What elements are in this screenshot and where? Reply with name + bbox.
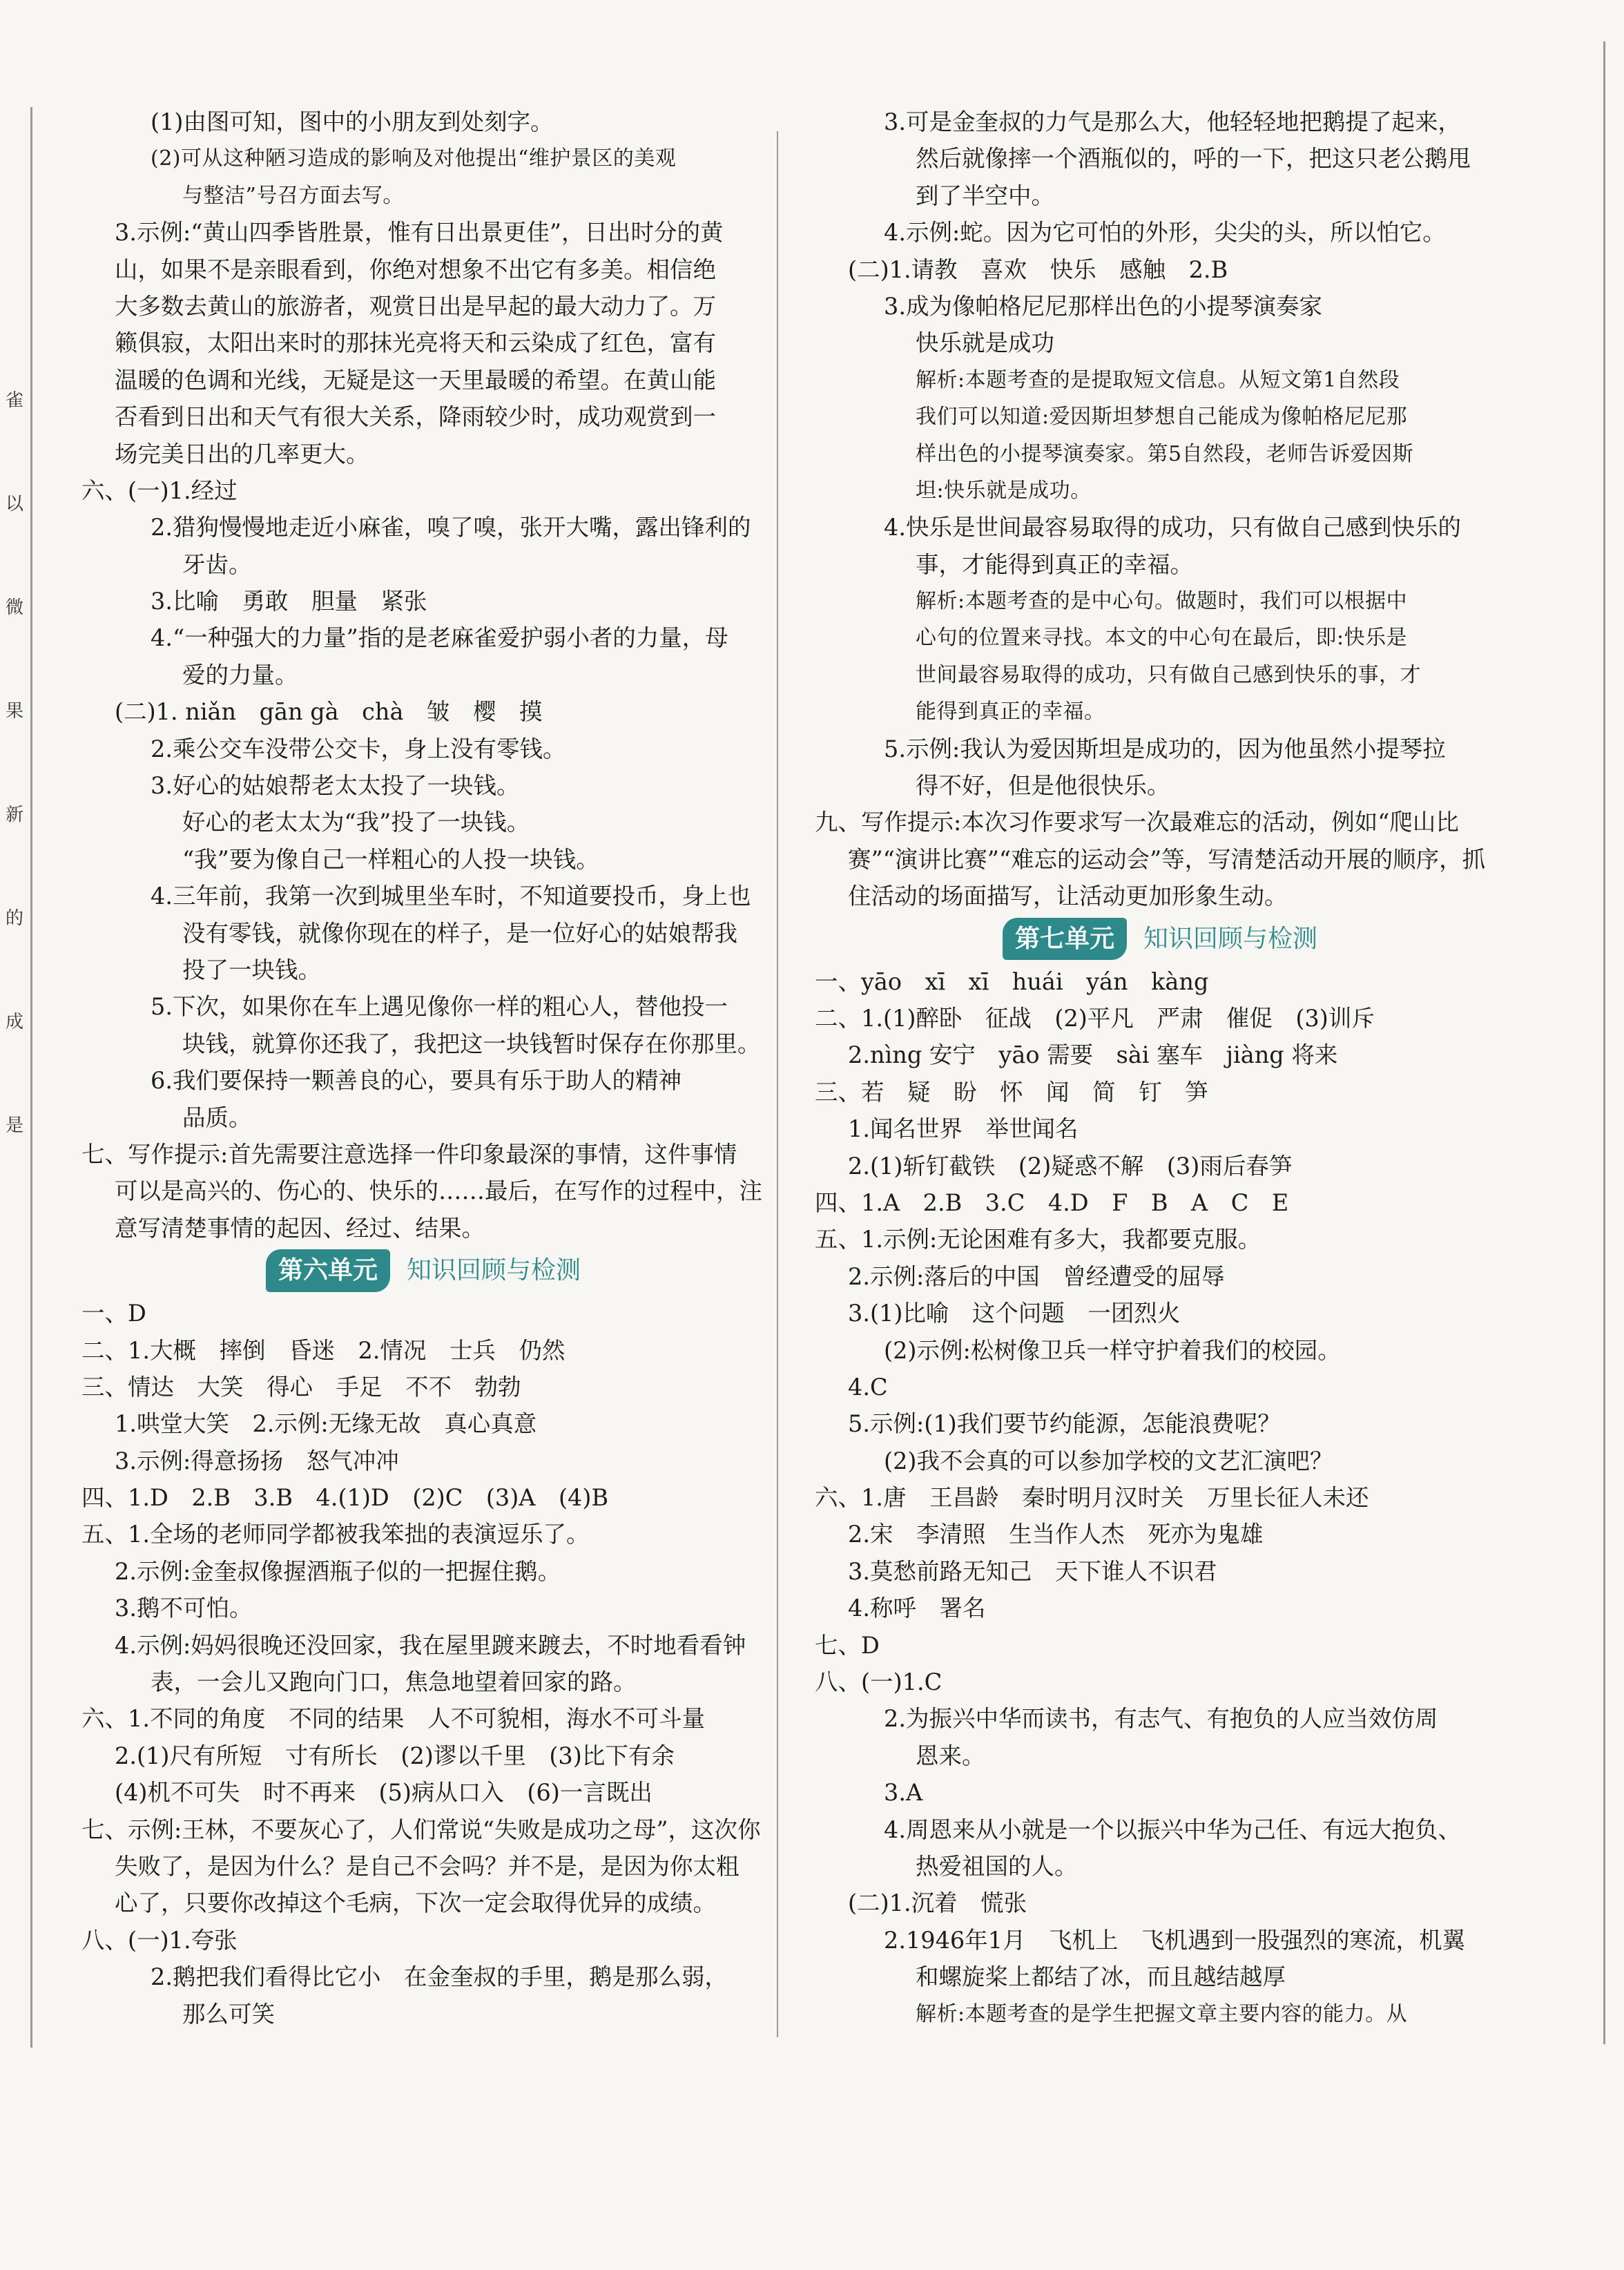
answer-line: 投了一块钱。 bbox=[182, 956, 321, 983]
answer-line: 牙齿。 bbox=[182, 550, 252, 578]
answer-line: 四、1.A 2.B 3.C 4.D F B A C E bbox=[815, 1189, 1289, 1216]
answer-line: 2.1946年1月 飞机上 飞机遇到一股强烈的寒流，机翼 bbox=[884, 1926, 1466, 1954]
answer-line: (二)1.请教 喜欢 快乐 感触 2.B bbox=[848, 256, 1228, 283]
answer-line: 3.莫愁前路无知己 天下谁人不识君 bbox=[848, 1557, 1217, 1585]
answer-line: 2.(1)尺有所短 寸有所长 (2)谬以千里 (3)比下有余 bbox=[115, 1742, 675, 1769]
answer-line: 3.比喻 勇敢 胆量 紧张 bbox=[151, 588, 427, 615]
answer-line: 得不好，但是他很快乐。 bbox=[916, 772, 1170, 800]
answer-line: 快乐就是成功 bbox=[916, 329, 1054, 357]
unit-badge: 第六单元 bbox=[266, 1249, 390, 1291]
answer-line: 4.示例:妈妈很晚还没回家，我在屋里踱来踱去，不时地看看钟 bbox=[115, 1631, 746, 1659]
answer-line: 4.快乐是世间最容易取得的成功，只有做自己感到快乐的 bbox=[884, 514, 1461, 541]
answer-line: 四、1.D 2.B 3.B 4.(1)D (2)C (3)A (4)B bbox=[81, 1484, 609, 1512]
answer-line: 否看到日出和天气有很大关系，降雨较少时，成功观赏到一 bbox=[115, 403, 716, 431]
answer-column-left bbox=[81, 104, 765, 2032]
answer-line: 5.示例:(1)我们要节约能源，怎能浪费呢？ bbox=[848, 1410, 1281, 1438]
answer-line: 赛”“演讲比赛”“难忘的运动会”等，写清楚活动开展的顺序，抓 bbox=[848, 845, 1486, 873]
answer-line: 和螺旋桨上都结了冰，而且越结越厚 bbox=[916, 1963, 1286, 1991]
answer-line: 3.示例:“黄山四季皆胜景，惟有日出景更佳”，日出时分的黄 bbox=[115, 219, 724, 247]
answer-line: “我”要为像自己一样粗心的人投一块钱。 bbox=[182, 845, 599, 873]
answer-line: 5.下次，如果你在车上遇见像你一样的粗心人，替他投一 bbox=[151, 993, 728, 1021]
answer-line: 5.示例:我认为爱因斯坦是成功的，因为他虽然小提琴拉 bbox=[884, 735, 1446, 762]
answer-line: 表，一会儿又跑向门口，焦急地望着回家的路。 bbox=[151, 1668, 637, 1696]
answer-line: 2.示例:金奎叔像握酒瓶子似的一把握住鹅。 bbox=[115, 1557, 561, 1585]
answer-line: 3.(1)比喻 这个问题 一团烈火 bbox=[848, 1300, 1181, 1327]
answer-line: 到了半空中。 bbox=[916, 182, 1054, 209]
answer-line: 九、写作提示:本次习作要求写一次最难忘的活动，例如“爬山比 bbox=[815, 809, 1459, 836]
answer-line: 一、D bbox=[81, 1300, 146, 1327]
answer-line: (2)示例:松树像卫兵一样守护着我们的校园。 bbox=[884, 1336, 1341, 1364]
answer-line: 恩来。 bbox=[916, 1742, 985, 1769]
answer-line: 3.示例:得意扬扬 怒气冲冲 bbox=[115, 1447, 399, 1474]
explanation-line: (2)可从这种陋习造成的影响及对他提出“维护景区的美观 bbox=[151, 146, 677, 171]
explanation-line: 与整洁”号召方面去写。 bbox=[182, 183, 404, 208]
answer-line: 2.nìng 安宁 yāo 需要 sài 塞车 jiàng 将来 bbox=[848, 1041, 1338, 1069]
answer-line: 可以是高兴的、伤心的、快乐的……最后，在写作的过程中，注 bbox=[115, 1177, 762, 1205]
answer-line: 住活动的场面描写，让活动更加形象生动。 bbox=[848, 883, 1288, 910]
answer-line: 2.乘公交车没带公交卡，身上没有零钱。 bbox=[151, 735, 566, 762]
answer-line: 心了，只要你改掉这个毛病，下次一定会取得优异的成绩。 bbox=[115, 1889, 716, 1917]
answer-line: (1)由图可知，图中的小朋友到处刻字。 bbox=[151, 108, 554, 135]
right-margin-rule bbox=[1603, 41, 1605, 2044]
answer-line: 2.鹅把我们看得比它小 在金奎叔的手里，鹅是那么弱， bbox=[151, 1963, 728, 1991]
answer-line: 那么可笑 bbox=[182, 2000, 275, 2028]
answer-line: 六、1.唐 王昌龄 秦时明月汉时关 万里长征人未还 bbox=[815, 1484, 1369, 1512]
binding-margin-fragments: 雀 以 微 果 新 的 成 是 bbox=[6, 390, 24, 1136]
answer-line: 八、(一)1.夸张 bbox=[81, 1926, 238, 1954]
answer-line: 3.成为像帕格尼尼那样出色的小提琴演奏家 bbox=[884, 292, 1322, 320]
explanation-line: 解析:本题考查的是学生把握文章主要内容的能力。从 bbox=[916, 2001, 1408, 2026]
explanation-line: 我们可以知道:爱因斯坦梦想自己能成为像帕格尼尼那 bbox=[916, 405, 1408, 430]
answer-line: 意写清楚事情的起因、经过、结果。 bbox=[115, 1214, 485, 1242]
answer-line: 1.哄堂大笑 2.示例:无缘无故 真心真意 bbox=[115, 1410, 537, 1438]
answer-line: 2.示例:落后的中国 曾经遭受的屈辱 bbox=[848, 1262, 1225, 1290]
unit-title: 知识回顾与检测 bbox=[407, 1256, 581, 1285]
answer-line: 山，如果不是亲眼看到，你绝对想象不出它有多美。相信绝 bbox=[115, 256, 716, 283]
answer-line: 失败了，是因为什么？是自己不会吗？并不是，是因为你太粗 bbox=[115, 1852, 740, 1880]
column-divider bbox=[777, 131, 778, 2037]
answer-line: 4.三年前，我第一次到城里坐车时，不知道要投币，身上也 bbox=[151, 883, 751, 910]
answer-column-right bbox=[815, 104, 1505, 2032]
unit-badge: 第七单元 bbox=[1003, 918, 1127, 960]
answer-line: 没有零钱，就像你现在的样子，是一位好心的姑娘帮我 bbox=[182, 919, 737, 947]
answer-line: 七、示例:王林，不要灰心了，人们常说“失败是成功之母”，这次你 bbox=[81, 1816, 761, 1843]
answer-line: 4.周恩来从小就是一个以振兴中华为己任、有远大抱负、 bbox=[884, 1816, 1461, 1843]
explanation-line: 心句的位置来寻找。本文的中心句在最后，即:快乐是 bbox=[916, 626, 1408, 651]
unit-title: 知识回顾与检测 bbox=[1143, 924, 1318, 953]
answer-line: 2.(1)斩钉截铁 (2)疑惑不解 (3)雨后春笋 bbox=[848, 1152, 1293, 1180]
answer-line: 五、1.全场的老师同学都被我笨拙的表演逗乐了。 bbox=[81, 1521, 590, 1548]
answer-line: 4.示例:蛇。因为它可怕的外形，尖尖的头，所以怕它。 bbox=[884, 219, 1446, 247]
explanation-line: 能得到真正的幸福。 bbox=[916, 700, 1105, 724]
answer-line: 1.闻名世界 举世闻名 bbox=[848, 1115, 1079, 1143]
explanation-line: 坦:快乐就是成功。 bbox=[916, 478, 1092, 503]
answer-line: 3.鹅不可怕。 bbox=[115, 1595, 253, 1622]
answer-line: 4.C bbox=[848, 1373, 888, 1401]
unit-heading bbox=[815, 915, 1505, 963]
answer-line: 温暖的色调和光线，无疑是这一天里最暖的希望。在黄山能 bbox=[115, 366, 716, 394]
answer-line: 2.为振兴中华而读书，有志气、有抱负的人应当效仿周 bbox=[884, 1705, 1438, 1733]
answer-line: (二)1. niǎn gān gà chà 皱 樱 摸 bbox=[115, 698, 543, 726]
answer-line: 3.好心的姑娘帮老太太投了一块钱。 bbox=[151, 772, 520, 800]
answer-line: 二、1.(1)醉卧 征战 (2)平凡 严肃 催促 (3)训斥 bbox=[815, 1004, 1375, 1032]
answer-line: 品质。 bbox=[182, 1104, 252, 1131]
answer-line: 六、(一)1.经过 bbox=[81, 477, 238, 504]
answer-line: 爱的力量。 bbox=[182, 661, 298, 689]
answer-line: 七、写作提示:首先需要注意选择一件印象最深的事情，这件事情 bbox=[81, 1140, 737, 1168]
unit-heading bbox=[81, 1247, 765, 1295]
answer-line: 3.A bbox=[884, 1779, 923, 1807]
answer-line: 然后就像摔一个酒瓶似的，呼的一下，把这只老公鹅甩 bbox=[916, 145, 1471, 173]
answer-line: 2.宋 李清照 生当作人杰 死亦为鬼雄 bbox=[848, 1521, 1264, 1548]
answer-line: 八、(一)1.C bbox=[815, 1668, 942, 1696]
answer-line: 块钱，就算你还我了，我把这一块钱暂时保存在你那里。 bbox=[182, 1030, 761, 1057]
answer-line: 2.猎狗慢慢地走近小麻雀，嗅了嗅，张开大嘴，露出锋利的 bbox=[151, 514, 751, 541]
answer-line: 三、情达 大笑 得心 手足 不不 勃勃 bbox=[81, 1373, 521, 1401]
answer-line: 二、1.大概 摔倒 昏迷 2.情况 士兵 仍然 bbox=[81, 1336, 566, 1364]
answer-line: 五、1.示例:无论困难有多大，我都要克服。 bbox=[815, 1226, 1262, 1253]
answer-line: 好心的老太太为“我”投了一块钱。 bbox=[182, 809, 530, 836]
answer-line: (2)我不会真的可以参加学校的文艺汇演吧？ bbox=[884, 1447, 1333, 1474]
answer-line: 4.“一种强大的力量”指的是老麻雀爱护弱小者的力量，母 bbox=[151, 624, 728, 652]
answer-line: 4.称呼 署名 bbox=[848, 1595, 986, 1622]
answer-line: 籁俱寂，太阳出来时的那抹光亮将天和云染成了红色，富有 bbox=[115, 329, 716, 357]
explanation-line: 解析:本题考查的是中心句。做题时，我们可以根据中 bbox=[916, 589, 1408, 614]
answer-line: 6.我们要保持一颗善良的心，要具有乐于助人的精神 bbox=[151, 1067, 682, 1095]
answer-line: 3.可是金奎叔的力气是那么大，他轻轻地把鹅提了起来， bbox=[884, 108, 1461, 135]
answer-line: 事，才能得到真正的幸福。 bbox=[916, 550, 1193, 578]
answer-line: 六、1.不同的角度 不同的结果 人不可貌相，海水不可斗量 bbox=[81, 1705, 705, 1733]
answer-line: (4)机不可失 时不再来 (5)病从口入 (6)一言既出 bbox=[115, 1779, 652, 1807]
answer-line: 热爱祖国的人。 bbox=[916, 1852, 1078, 1880]
answer-line: 三、若 疑 盼 怀 闻 简 钉 笋 bbox=[815, 1078, 1208, 1106]
explanation-line: 样出色的小提琴演奏家。第5自然段，老师告诉爱因斯 bbox=[916, 441, 1414, 466]
explanation-line: 世间最容易取得的成功，只有做自己感到快乐的事，才 bbox=[916, 662, 1421, 687]
explanation-line: 解析:本题考查的是提取短文信息。从短文第1自然段 bbox=[916, 367, 1400, 392]
answer-line: 七、D bbox=[815, 1631, 880, 1659]
answer-line: (二)1.沉着 慌张 bbox=[848, 1889, 1027, 1917]
answer-line: 场完美日出的几率更大。 bbox=[115, 440, 369, 468]
answer-line: 大多数去黄山的旅游者，观赏日出是早起的最大动力了。万 bbox=[115, 292, 716, 320]
left-margin-rule bbox=[30, 107, 32, 2048]
answer-line: 一、yāo xī xī huái yán kàng bbox=[815, 968, 1209, 995]
